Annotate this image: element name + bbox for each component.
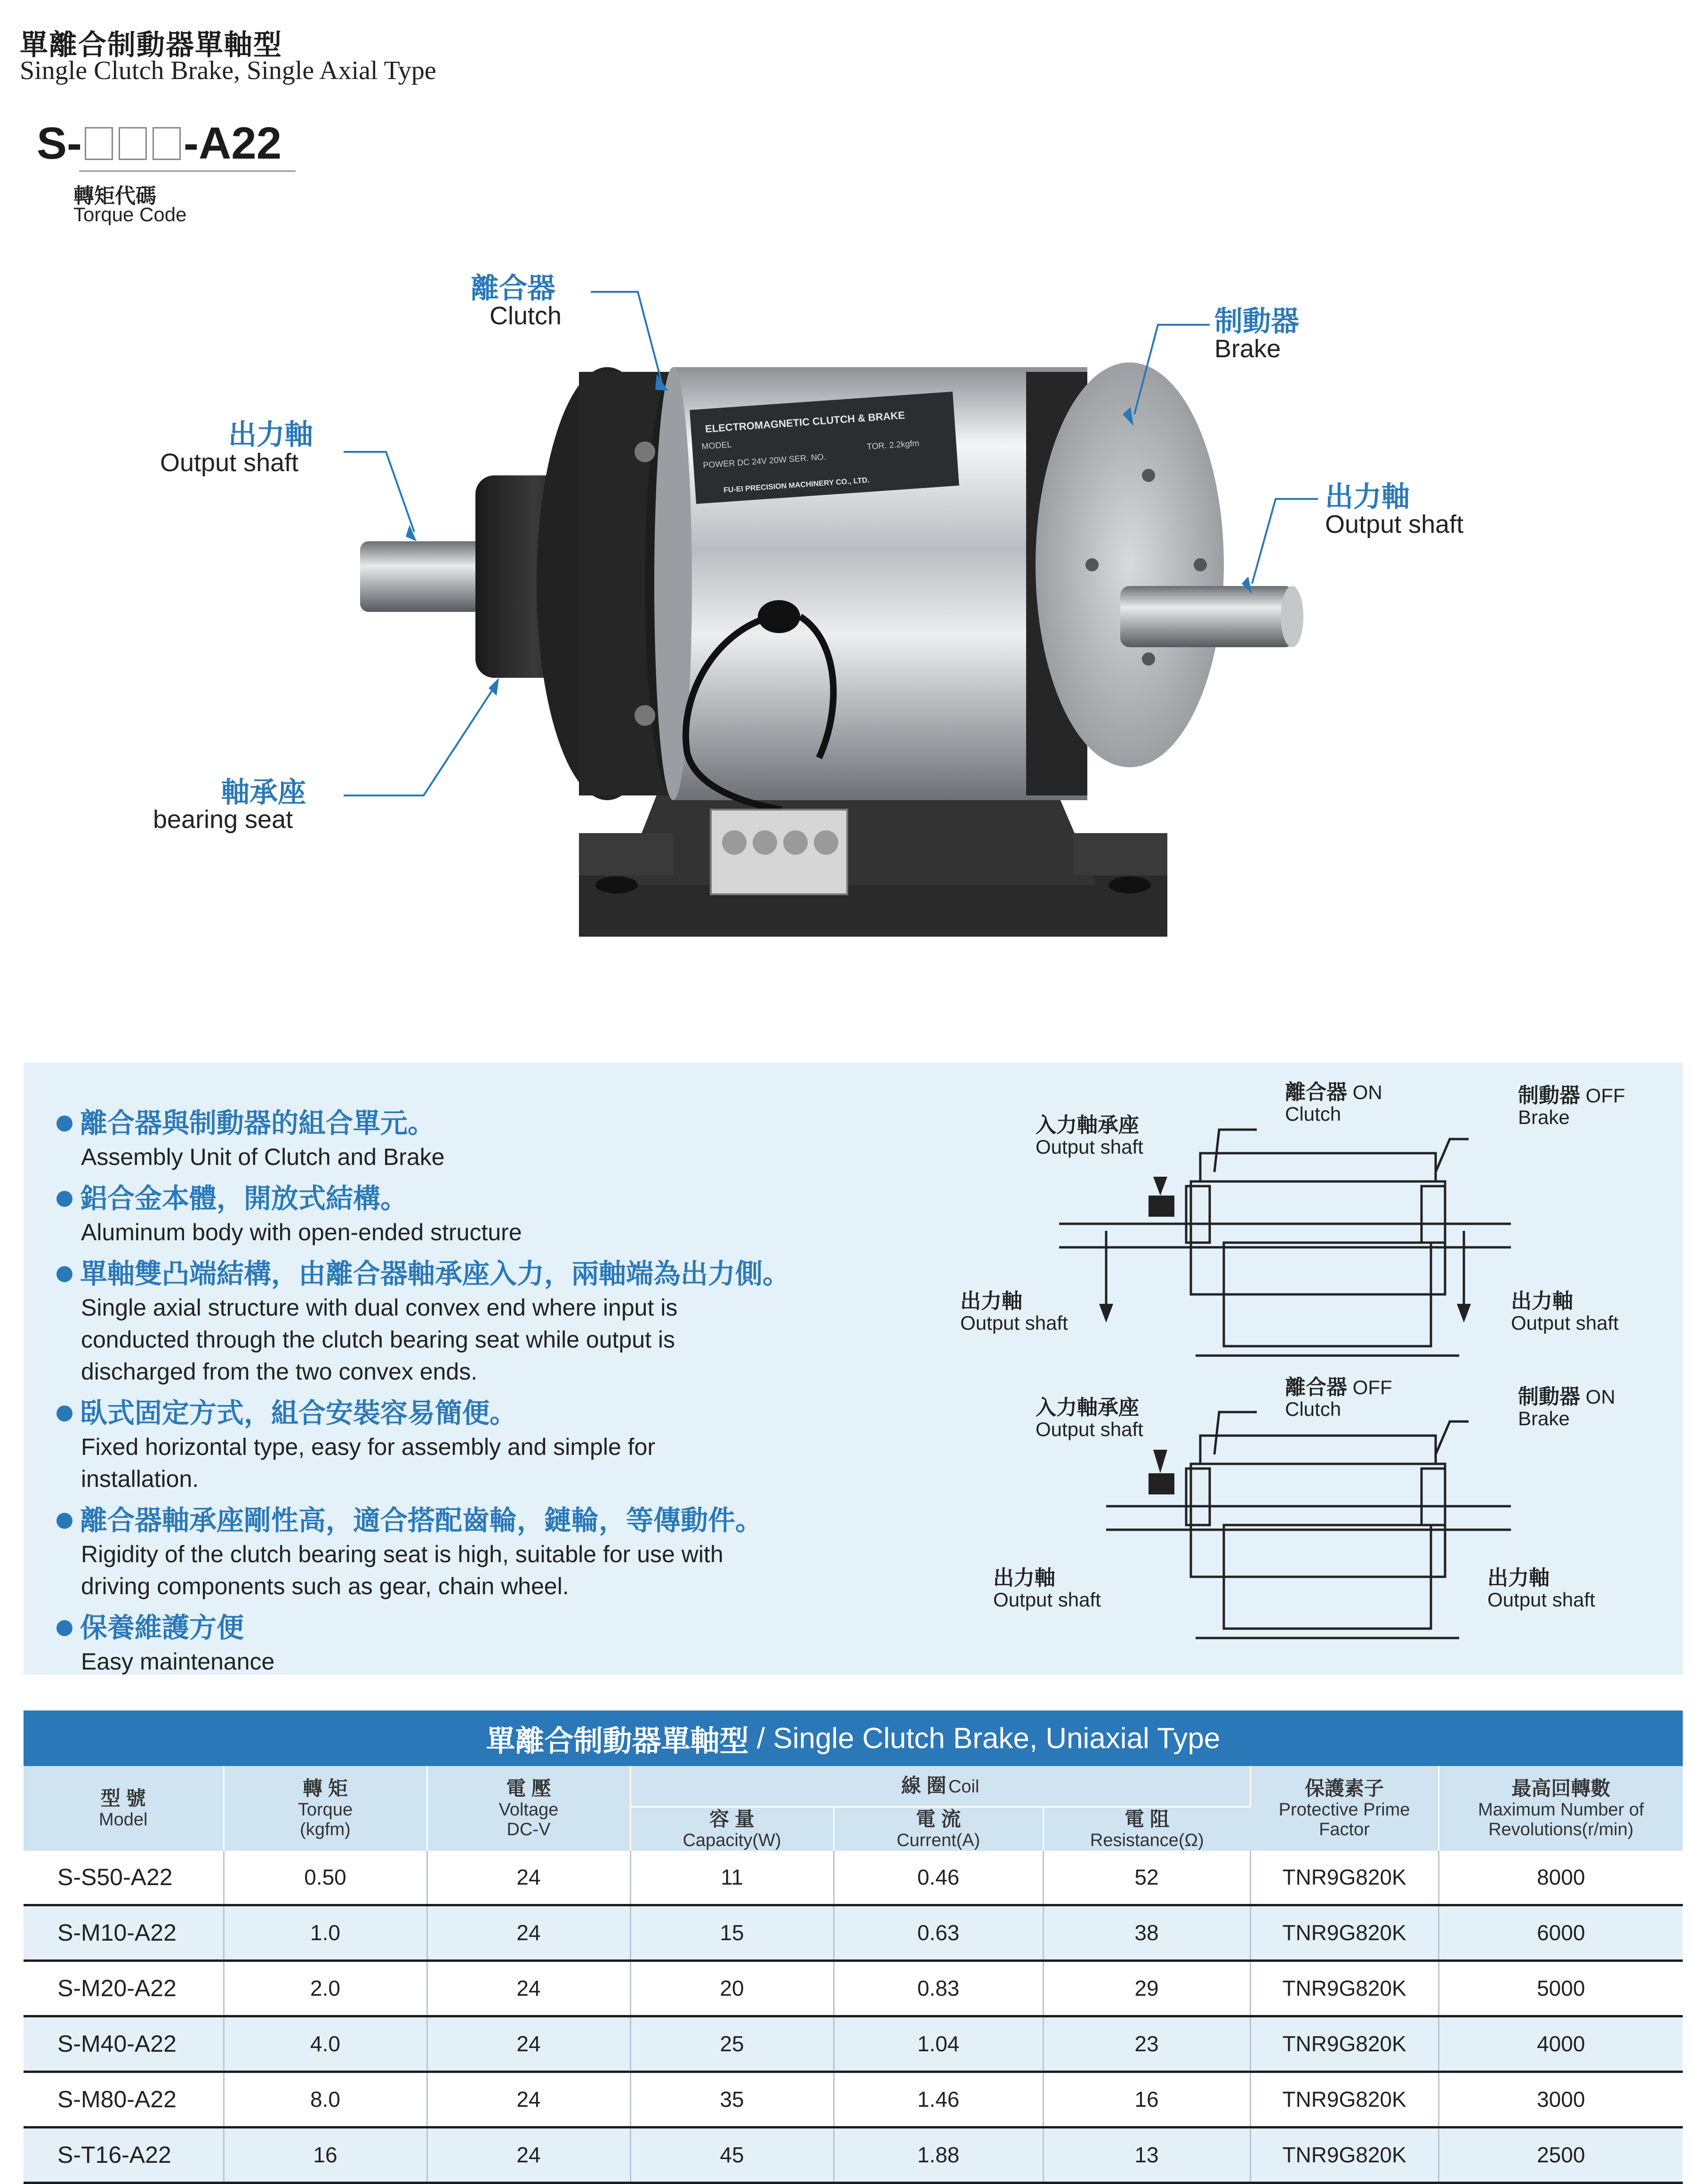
cell-current: 0.46 [834, 1851, 1043, 1905]
plate-line-5: FU-EI PRECISION MACHINERY CO., LTD. [723, 476, 870, 495]
feature-item [56, 1503, 974, 1602]
cell-resistance: 23 [1043, 2016, 1250, 2072]
cell-protect: TNR9G820K [1250, 1905, 1438, 1960]
page-title-en: Single Clutch Brake, Single Axial Type [20, 56, 436, 85]
cell-maxrev: 6000 [1438, 1905, 1683, 1960]
spec-table-title [24, 1710, 1683, 1766]
diag2-out-left-label: 出力軸 Output shaft [993, 1566, 1101, 1611]
diag2-clutch-label: 離合器 OFF Clutch [1285, 1376, 1392, 1420]
cell-voltage: 24 [427, 1960, 630, 2016]
cell-model: S-S50-A22 [24, 1851, 224, 1905]
table-row [24, 1905, 1683, 1960]
cell-resistance: 13 [1043, 2127, 1250, 2183]
model-code-suffix: -A22 [184, 118, 282, 169]
feature-title: 臥式固定方式，組合安裝容易簡便。 [80, 1398, 517, 1429]
feature-desc: Rigidity of the clutch bearing seat is high, suitable for use with [81, 1541, 723, 1567]
feature-item [56, 1106, 974, 1173]
callout-output-right-en: Output shaft [1325, 510, 1464, 538]
model-code-prefix: S- [37, 118, 82, 169]
cell-torque: 8.0 [224, 2072, 427, 2127]
bullet-dot [56, 1191, 72, 1207]
cell-capacity: 25 [630, 2016, 834, 2072]
feature-desc: Assembly Unit of Clutch and Brake [81, 1144, 445, 1170]
diag1-input-label: 入力軸承座 Output shaft [1036, 1114, 1143, 1158]
cell-current: 1.46 [834, 2072, 1043, 2127]
cell-torque: 16 [224, 2127, 427, 2183]
callout-bearing-zh: 軸承座 [221, 777, 306, 808]
diag2-brake-label: 制動器 ON Brake [1518, 1385, 1615, 1429]
cell-torque: 1.0 [224, 1905, 427, 1960]
bullet-dot [56, 1116, 72, 1132]
th-protect: 保護素子 Protective Prime Factor [1250, 1766, 1438, 1851]
cell-resistance: 16 [1043, 2072, 1250, 2127]
feature-list [56, 1106, 974, 1686]
callout-bearing-en: bearing seat [153, 805, 293, 834]
diag1-clutch-label: 離合器 ON Clutch [1285, 1081, 1382, 1125]
cell-maxrev: 3000 [1438, 2072, 1683, 2127]
plate-line-4: POWER DC 24V 20W SER. NO. [702, 452, 827, 470]
cell-torque: 0.50 [224, 1851, 427, 1905]
cell-voltage: 24 [427, 2072, 630, 2127]
feature-title: 鋁合金本體，開放式結構。 [80, 1183, 408, 1214]
cell-model: S-M40-A22 [24, 2016, 224, 2072]
feature-title: 離合器軸承座剛性高，適合搭配齒輪，鏈輪，等傳動件。 [80, 1505, 763, 1536]
feature-item [56, 1181, 974, 1248]
table-row [24, 1851, 1683, 1905]
cell-protect: TNR9G820K [1250, 1851, 1438, 1905]
th-coil: 線 圈 Coil [630, 1766, 1250, 1807]
cell-capacity: 45 [630, 2127, 834, 2183]
callout-clutch-zh: 離合器 [471, 273, 555, 304]
feature-desc: conducted through the clutch bearing seat while output is [81, 1326, 675, 1353]
table-row [24, 2016, 1683, 2072]
cell-protect: TNR9G820K [1250, 2016, 1438, 2072]
feature-title: 保養維護方便 [80, 1613, 244, 1643]
cell-resistance: 29 [1043, 1960, 1250, 2016]
th-current: 電 流 Current(A) [834, 1807, 1043, 1851]
th-voltage: 電 壓 Voltage DC-V [427, 1766, 630, 1851]
feature-item [56, 1611, 974, 1678]
th-model: 型 號 Model [24, 1766, 224, 1851]
plate-line-3: TOR. 2.2kgfm [866, 438, 920, 452]
cell-capacity: 35 [630, 2072, 834, 2127]
cell-model: S-M80-A22 [24, 2072, 224, 2127]
feature-desc: Easy maintenance [81, 1648, 275, 1675]
callout-output-left-zh: 出力軸 [228, 419, 313, 450]
feature-desc: Single axial structure with dual convex end where input is [81, 1294, 678, 1321]
th-resistance: 電 阻 Resistance(Ω) [1043, 1807, 1250, 1851]
feature-desc: discharged from the two convex ends. [81, 1358, 478, 1385]
right-output-shaft [1120, 586, 1294, 647]
table-row [24, 1960, 1683, 2016]
torque-code-label-en: Torque Code [73, 203, 187, 225]
name-plate [690, 392, 959, 504]
torque-code-label-zh: 轉矩代碼 [73, 185, 156, 208]
bullet-dot [56, 1513, 72, 1529]
table-title-zh: 單離合制動器單軸型 [486, 1725, 749, 1758]
plate-line-2: MODEL [701, 440, 732, 451]
spec-table [24, 1710, 1683, 2184]
cell-maxrev: 5000 [1438, 1960, 1683, 2016]
plate-line-1: ELECTROMAGNETIC CLUTCH & BRAKE [705, 409, 906, 435]
cell-torque: 4.0 [224, 2016, 427, 2072]
cell-capacity: 15 [630, 1905, 834, 1960]
callout-brake-en: Brake [1214, 335, 1281, 363]
cell-maxrev: 8000 [1438, 1851, 1683, 1905]
cell-model: S-M10-A22 [24, 1905, 224, 1960]
diag1-out-left-label: 出力軸 Output shaft [960, 1290, 1068, 1334]
table-title-sep: / [748, 1722, 773, 1755]
bullet-dot [56, 1405, 72, 1421]
feature-title: 離合器與制動器的組合單元。 [80, 1108, 435, 1139]
diag1-brake-label: 制動器 OFF Brake [1518, 1084, 1625, 1128]
feature-desc: installation. [81, 1466, 199, 1492]
callout-clutch-en: Clutch [490, 302, 562, 330]
cell-maxrev: 4000 [1438, 2016, 1683, 2072]
cell-capacity: 11 [630, 1851, 834, 1905]
cell-voltage: 24 [427, 2016, 630, 2072]
bullet-dot [56, 1266, 72, 1282]
bullet-dot [56, 1620, 72, 1636]
table-row [24, 2072, 1683, 2127]
cell-voltage: 24 [427, 1905, 630, 1960]
table-row [24, 2127, 1683, 2183]
page-title-zh: 單離合制動器單軸型 [20, 29, 282, 61]
cell-protect: TNR9G820K [1250, 1960, 1438, 2016]
cell-capacity: 20 [630, 1960, 834, 2016]
th-capacity: 容 量 Capacity(W) [630, 1807, 834, 1851]
feature-desc: Aluminum body with open-ended structure [81, 1219, 522, 1245]
diagram-clutch-on [1059, 1120, 1530, 1374]
cell-current: 0.63 [834, 1905, 1043, 1960]
cell-protect: TNR9G820K [1250, 2127, 1438, 2183]
th-torque: 轉 矩 Torque (kgfm) [224, 1766, 427, 1851]
callout-output-left-en: Output shaft [160, 449, 299, 477]
feature-title: 單軸雙凸端結構，由離合器軸承座入力，兩軸端為出力側。 [80, 1259, 790, 1289]
cell-model: S-T16-A22 [24, 2127, 224, 2183]
cell-maxrev: 2500 [1438, 2127, 1683, 2183]
feature-item [56, 1396, 974, 1495]
cell-voltage: 24 [427, 1851, 630, 1905]
cell-voltage: 24 [427, 2127, 630, 2183]
diag1-out-right-label: 出力軸 Output shaft [1511, 1290, 1619, 1334]
product-illustration [0, 0, 1703, 1012]
cell-model: S-M20-A22 [24, 1960, 224, 2016]
cell-resistance: 38 [1043, 1905, 1250, 1960]
callout-output-right-zh: 出力軸 [1325, 481, 1410, 513]
callout-brake-zh: 制動器 [1214, 305, 1299, 337]
feature-desc: Fixed horizontal type, easy for assembly and simple for [81, 1434, 655, 1460]
feature-item [56, 1257, 974, 1388]
table-title-en: Single Clutch Brake, Uniaxial Type [773, 1722, 1221, 1755]
th-maxrev: 最高回轉數 Maximum Number of Revolutions(r/min) [1438, 1766, 1683, 1851]
feature-desc: driving components such as gear, chain wheel. [81, 1573, 569, 1599]
cell-current: 1.88 [834, 2127, 1043, 2183]
diag2-input-label: 入力軸承座 Output shaft [1036, 1396, 1143, 1440]
cell-resistance: 52 [1043, 1851, 1250, 1905]
cell-current: 0.83 [834, 1960, 1043, 2016]
diagram-brake-on [1059, 1403, 1530, 1657]
cell-torque: 2.0 [224, 1960, 427, 2016]
diag2-out-right-label: 出力軸 Output shaft [1487, 1566, 1595, 1611]
cell-protect: TNR9G820K [1250, 2072, 1438, 2127]
cell-current: 1.04 [834, 2016, 1043, 2072]
